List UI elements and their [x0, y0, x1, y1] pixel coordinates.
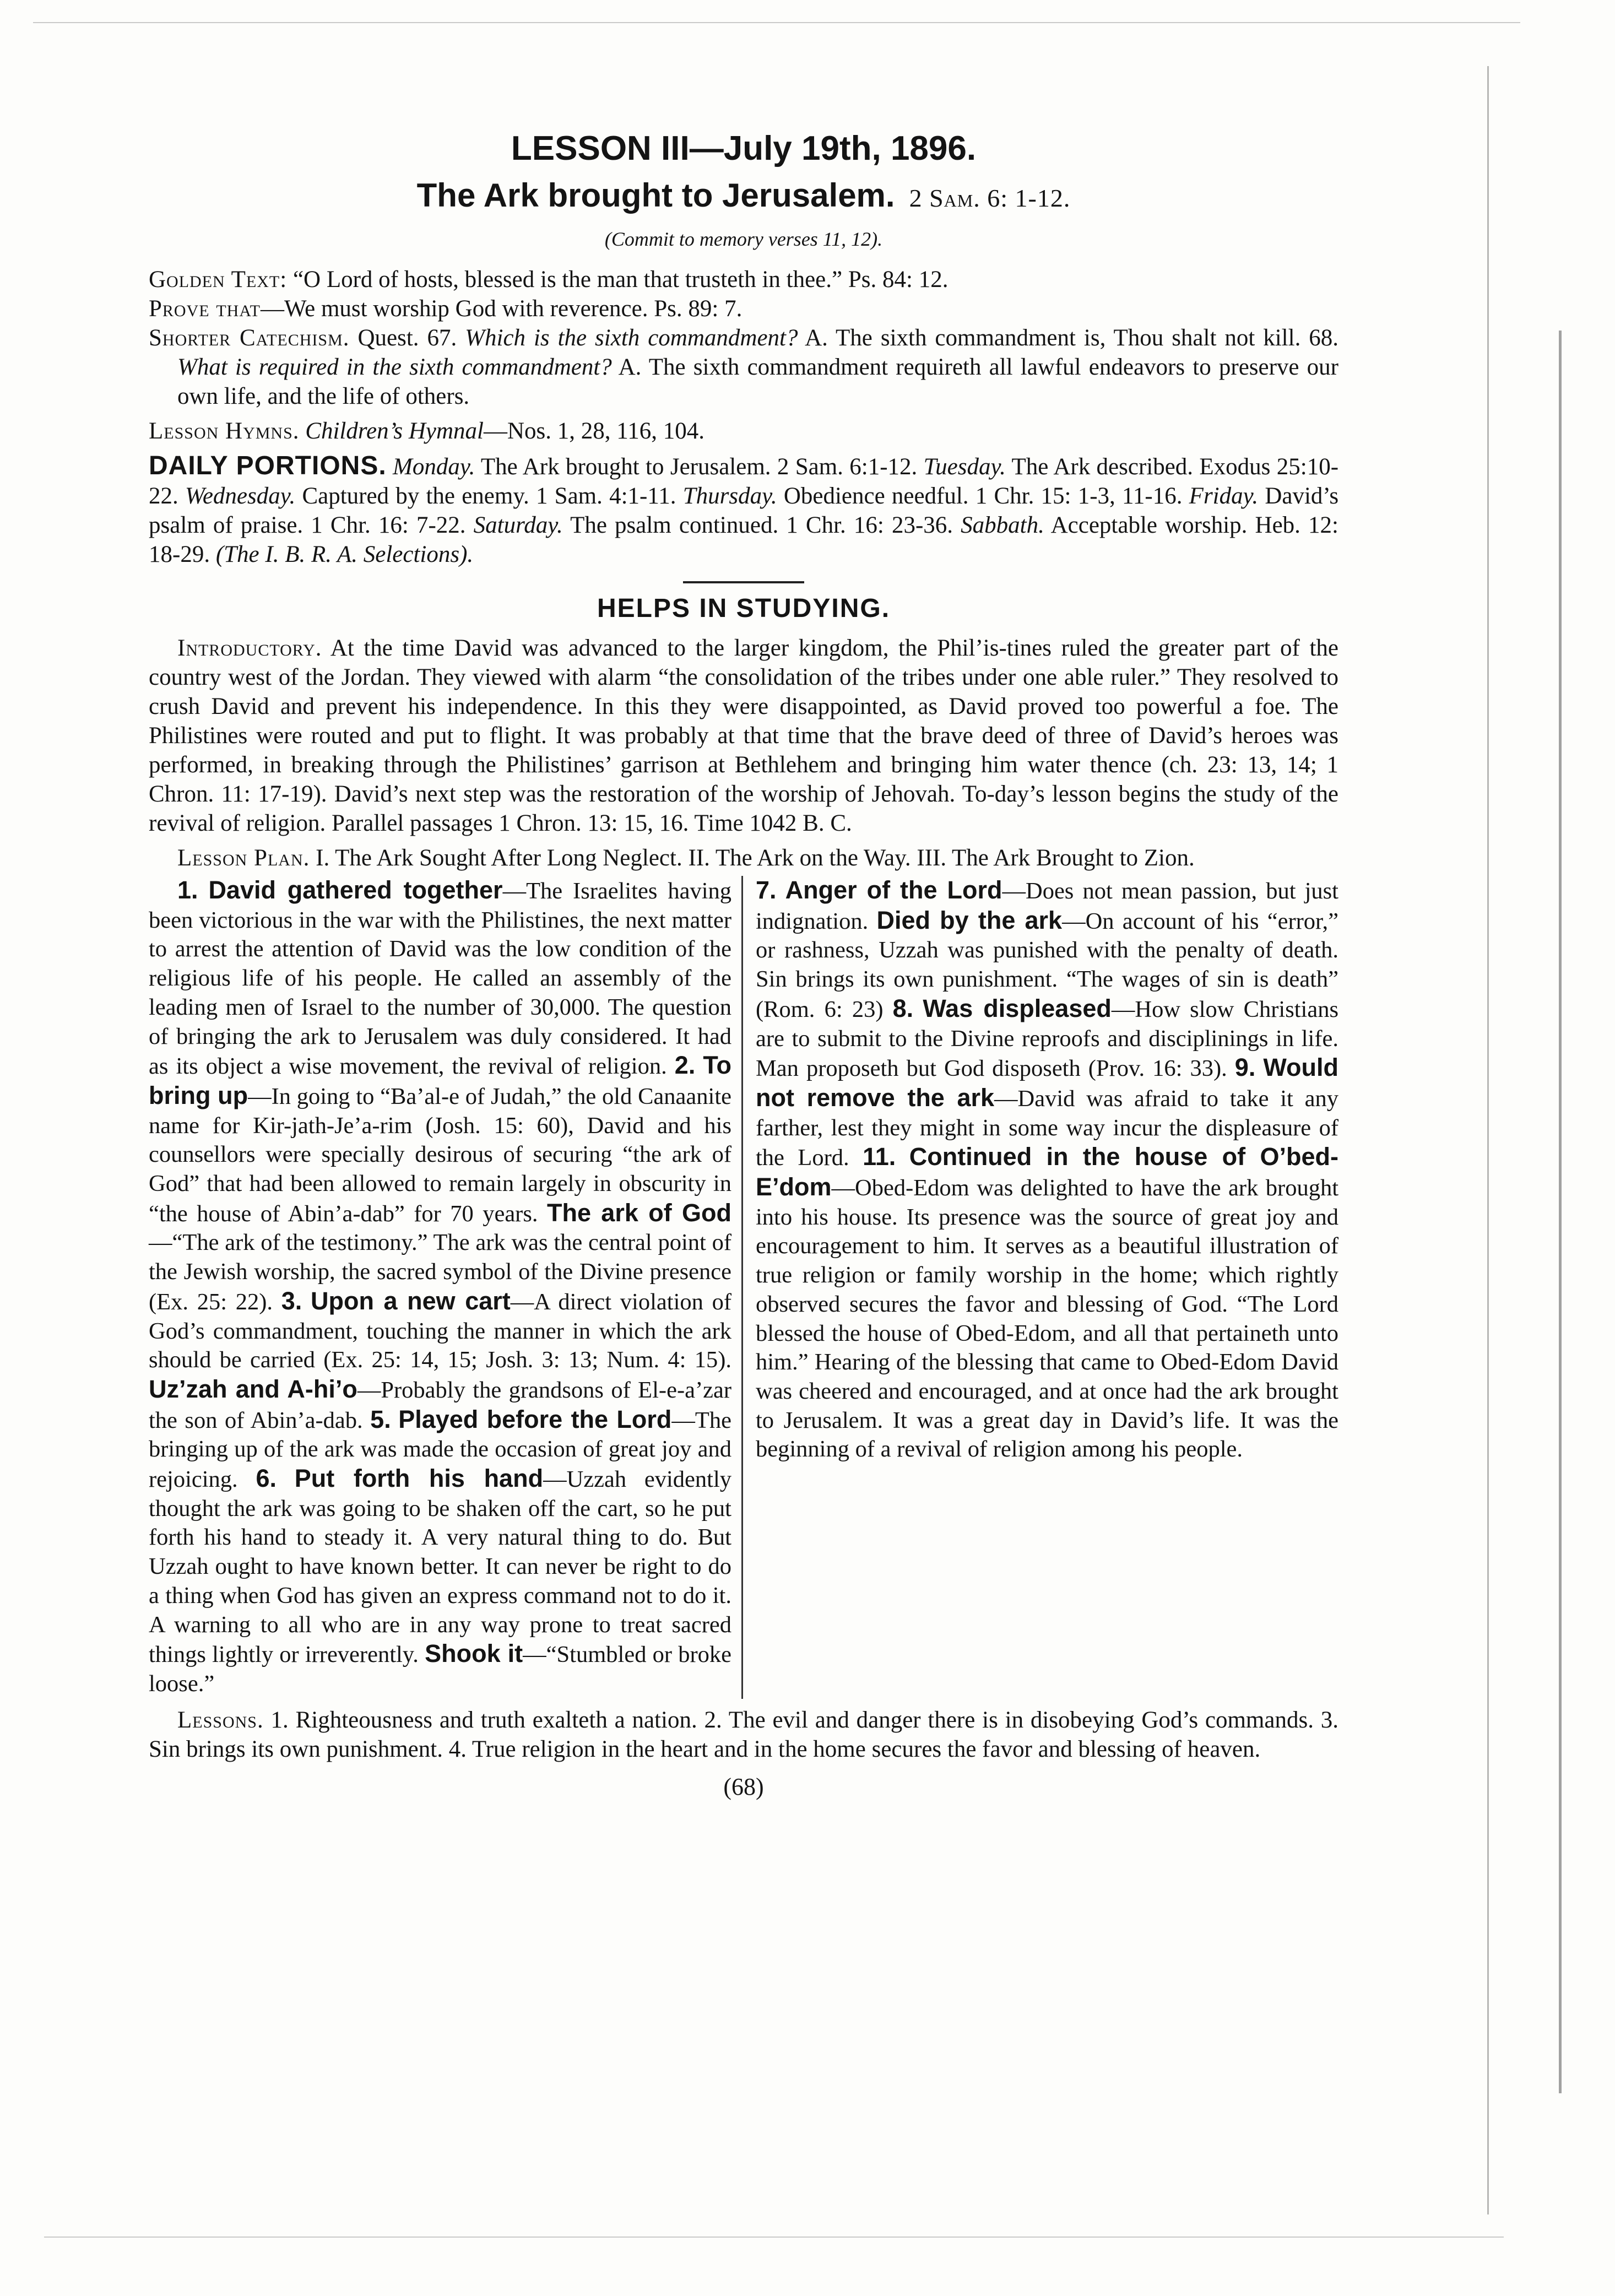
note-number-11: 11. [863, 1142, 896, 1171]
note-keyword-9: Would not remove the ark [756, 1053, 1339, 1112]
note-text-7: —Does not mean passion, but just indignation. [756, 878, 1338, 934]
lesson-page [149, 127, 1338, 1801]
note-text-3: —A direct violation of God’s commandment, touching the manner in which the ark should be carried (Ex. 25: 14, 15; Josh. 3: 13; Num. 4: 15). [149, 1288, 732, 1373]
note-keyword-2: To bring up [149, 1051, 732, 1109]
note-text-1: —The Israelites having been victorious in the war with the Philistines, the next matter to arrest the attention of David was the low condition of the religious life of his people. He called an assembly of the leading men of Israel to the number of 30,000. The question of bringing the ark to Jerusalem was duly considered. It had as its object a wise movement, the revival of religion. [149, 878, 732, 1080]
helps-heading: HELPS IN STUDYING. [597, 594, 891, 623]
prove-that-body: —We must worship God with reverence. Ps. 89: 7. [261, 296, 743, 322]
day-wednesday: Wednesday. [185, 483, 296, 509]
golden-text-label: Golden Text: [149, 267, 288, 293]
notes-right-column [756, 876, 1338, 1699]
note-number-5: 5. [370, 1405, 391, 1433]
lessons-paragraph [149, 1705, 1338, 1764]
page-number: (68) [723, 1773, 764, 1800]
portion-monday: The Ark brought to Jerusalem. 2 Sam. 6:1-12. [480, 454, 918, 480]
note-keyword-5: Played before the Lord [398, 1405, 672, 1433]
lesson-hymns [149, 416, 1338, 446]
section-divider [683, 581, 804, 583]
catechism-answer-68: A. The sixth commandment requireth all lawful endeavors to preserve our own life, and the life of others. [177, 354, 1338, 409]
portion-friday: David’s psalm of praise. 1 Chr. 16: 7-22. [149, 483, 1339, 538]
note-keyword-8: Was displeased [923, 994, 1112, 1022]
portion-wednesday: Captured by the enemy. 1 Sam. 4:1-11. [302, 483, 676, 509]
day-tuesday: Tuesday. [923, 454, 1006, 480]
catechism-q67-intro: Quest. 67. [357, 325, 457, 351]
daily-portions [149, 451, 1338, 569]
lessons-text: 1. Righteousness and truth exalteth a nation. 2. The evil and danger there is in disobeying God’s commands. 3. Sin brings its own punishment. 4. True religion in the heart and in the home secures the favor and blessing of heaven. [149, 1707, 1339, 1762]
scan-edge-line [1559, 331, 1562, 2093]
scripture-reference: 2 Sam. 6: 1-12. [909, 184, 1071, 212]
catechism-label: Shorter Catechism. [149, 325, 350, 351]
catechism-q68-intro: 68. [1309, 325, 1339, 351]
shorter-catechism [149, 323, 1338, 411]
scan-margin-line [1487, 66, 1489, 2214]
portion-saturday: The psalm continued. 1 Chr. 16: 23-36. [570, 512, 953, 538]
note-text-7b: —On account of his “error,” or rashness, Uzzah was punished with the penalty of death. Sin brings its own punishment. “The wages of sin is death” (Rom. 6: 23) [756, 908, 1338, 1022]
hymns-label: Lesson Hymns. [149, 418, 300, 444]
note-text-6b: —“Stumbled or broke loose.” [149, 1642, 731, 1697]
lesson-plan [149, 843, 1338, 873]
scan-bottom-line [44, 2237, 1504, 2238]
note-number-2: 2. [674, 1051, 696, 1080]
introductory-text: At the time David was advanced to the larger kingdom, the Phil’is-tines ruled the greater part of the country west of the Jordan. They viewed with alarm “the consolidation of the tribes under one able ruler.” They resolved to crush David and prevent his independence. In this they were disappointed, as David proved too powerful a foe. The Philistines were routed and put to flight. It was probably at that time that the brave deed of three of David’s heroes was performed, in breaking through the Philistines’ garrison at Bethlehem and bringing him water thence (ch. 23: 13, 14; 1 Chron. 11: 17-19). David’s next step was the restoration of the worship of Jehovah. To-day’s lesson begins the study of the revival of religion. Parallel passages 1 Chron. 13: 15, 16. Time 1042 B. C. [149, 635, 1338, 836]
note-text-6: —Uzzah evidently thought the ark was going to be shaken off the cart, so he put forth his hand to steady it. A very natural thing to do. But Uzzah ought to have known better. It can never be right to do a thing when God has given an express command not to do it. A warning to all who are in any way prone to treat sacred things lightly or irreverently. [149, 1466, 731, 1668]
lesson-subtitle [149, 174, 1338, 220]
note-text-3b: —Probably the grandsons of El-e-a’zar the son of Abin’a-dab. [149, 1377, 731, 1433]
note-keyword-2b: The ark of God [546, 1198, 731, 1227]
catechism-answer-67: A. The sixth commandment is, Thou shalt not kill. [805, 325, 1301, 351]
notes-left-column [149, 876, 743, 1699]
prove-that [149, 294, 1338, 323]
portion-thursday: Obedience needful. 1 Chr. 15: 1-3, 11-16. [783, 483, 1183, 509]
note-keyword-1: David gathered together [208, 876, 503, 904]
note-text-2b: —“The ark of the testimony.” The ark was the central point of the Jewish worship, the sacred symbol of the Divine presence (Ex. 25: 22). [149, 1230, 731, 1315]
lesson-plan-text: I. The Ark Sought After Long Neglect. II. The Ark on the Way. III. The Ark Brought to Zion. [316, 845, 1195, 871]
prove-that-label: Prove that [149, 296, 261, 322]
lesson-title: LESSON III—July 19th, 1896. [511, 129, 977, 167]
note-text-11: —Obed-Edom was delighted to have the ark brought into his house. Its presence was the source of great joy and encouragement to him. It serves as a beautiful illustration of true religion or family worship in the home; which rightly observed secures the favor and blessing of God. “The Lord blessed the house of Obed-Edom, and all that pertaineth unto him.” Hearing of the blessing that came to Obed-Edom David was cheered and encouraged, and at once had the ark brought to Jerusalem. It was a great day in David’s life. It was the beginning of a revival of religion among his people. [756, 1175, 1338, 1463]
note-keyword-7: Anger of the Lord [785, 876, 1002, 904]
note-keyword-7b: Died by the ark [876, 906, 1063, 934]
daily-portions-label: DAILY PORTIONS. [149, 451, 387, 480]
catechism-question-67: Which is the sixth commandment? [465, 325, 798, 351]
note-number-9: 9. [1234, 1053, 1256, 1082]
introductory-paragraph [149, 633, 1338, 838]
portion-tuesday: The Ark described. Exodus 25:10-22. [149, 454, 1339, 509]
note-number-1: 1. [177, 876, 198, 904]
portion-sabbath: Acceptable worship. Heb. 12: 18-29. [149, 512, 1338, 567]
lesson-plan-label: Lesson Plan. [177, 845, 310, 871]
day-friday: Friday. [1189, 483, 1259, 509]
note-keyword-3: Upon a new cart [310, 1286, 511, 1315]
commit-note: (Commit to memory verses 11, 12). [604, 228, 883, 250]
catechism-question-68: What is required in the sixth commandment? [177, 354, 612, 380]
note-number-6: 6. [256, 1464, 277, 1493]
note-text-2: —In going to “Ba’al-e of Judah,” the old Canaanite name for Kir-jath-Je’a-rim (Josh. 15: 60), David and his counsellors were specially desirous of securing “the ark of God” that had been allowed to remain largely in obscurity in “the house of Abin’a-dab” for 70 years. [149, 1083, 731, 1227]
note-keyword-11: Continued in the house of O’bed-E’dom [756, 1142, 1339, 1201]
note-keyword-6: Put forth his hand [294, 1464, 544, 1493]
note-number-7: 7. [756, 876, 777, 904]
day-sabbath: Sabbath. [961, 512, 1044, 538]
golden-text-body: “O Lord of hosts, blessed is the man that trusteth in thee.” Ps. 84: 12. [292, 267, 949, 293]
note-keyword-3b: Uz’zah and A-hi’o [149, 1374, 357, 1403]
note-number-8: 8. [892, 994, 914, 1022]
introductory-label: Introductory. [177, 635, 322, 661]
scan-top-line [33, 22, 1520, 23]
day-monday: Monday. [393, 454, 475, 480]
note-keyword-6b: Shook it [425, 1639, 523, 1668]
hymns-book: Children’s Hymnal [305, 418, 484, 444]
note-text-9: —David was afraid to take it any farther, lest they might in some way incur the displeasure of the Lord. [756, 1085, 1338, 1171]
note-text-5: —The bringing up of the ark was made the occasion of great joy and rejoicing. [149, 1407, 731, 1493]
note-text-8: —How slow Christians are to submit to the Divine reproofs and disciplinings in life. Man proposeth but God disposeth (Prov. 16: 33). [756, 996, 1338, 1082]
hymns-numbers: —Nos. 1, 28, 116, 104. [484, 418, 704, 444]
lesson-subtitle-text: The Ark brought to Jerusalem. [416, 177, 895, 214]
day-thursday: Thursday. [682, 483, 777, 509]
day-saturday: Saturday. [473, 512, 563, 538]
lessons-label: Lessons. [177, 1707, 264, 1733]
note-number-3: 3. [281, 1286, 302, 1315]
notes-columns [149, 876, 1338, 1699]
golden-text [149, 265, 1338, 294]
portions-source: (The I. B. R. A. Selections). [215, 541, 474, 567]
